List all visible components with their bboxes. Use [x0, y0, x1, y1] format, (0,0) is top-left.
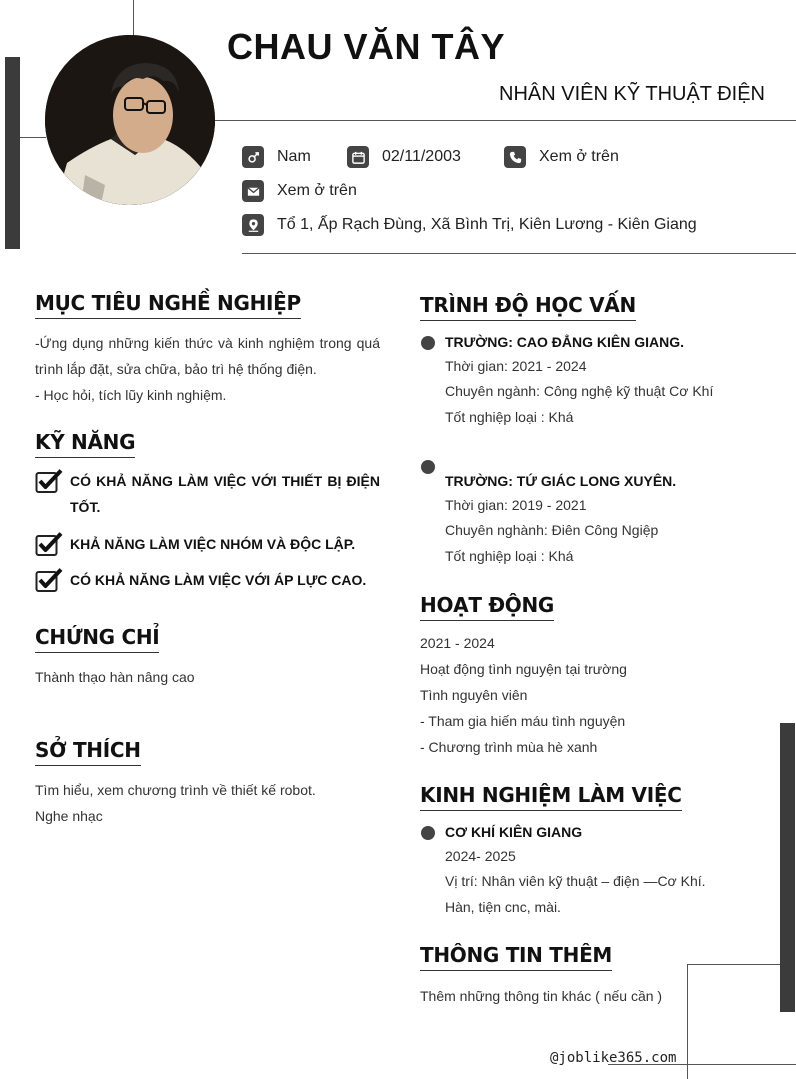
accent-bar-right: [780, 723, 795, 1012]
certificates-text: [35, 664, 195, 690]
contact-divider: [242, 253, 796, 254]
skill-item: [35, 531, 355, 557]
watermark[interactable]: @joblike365.com: [550, 1050, 677, 1066]
education-item-1: [445, 330, 713, 430]
extra-info-title: THÔNG TIN THÊM: [420, 943, 612, 971]
gender-item: [242, 146, 347, 168]
skill-text: KHẢ NĂNG LÀM VIỆC NHÓM VÀ ĐỘC LẬP.: [70, 536, 356, 552]
skill-item: [35, 468, 380, 520]
hobbies-text: [35, 777, 316, 829]
calendar-icon: [347, 146, 369, 168]
candidate-name: CHAU VĂN TÂY: [227, 26, 506, 67]
education-title: TRÌNH ĐỘ HỌC VẤN: [420, 293, 636, 321]
skill-text: CÓ KHẢ NĂNG LÀM VIỆC VỚI THIẾT BỊ ĐIỆN TỐT.: [70, 473, 380, 515]
checkbox-checked-icon: [35, 531, 63, 557]
certificate-item: Thành thạo hàn nâng cao: [35, 669, 195, 685]
phone-icon: [504, 146, 526, 168]
activity-line: Tình nguyên viên: [420, 687, 528, 703]
objective-title: MỤC TIÊU NGHỀ NGHIỆP: [35, 291, 301, 319]
hobby-item: Tìm hiểu, xem chương trình về thiết kế robot.: [35, 782, 316, 798]
location-pin-icon: [242, 214, 264, 236]
bullet-dot: [421, 826, 435, 840]
skills-title: KỸ NĂNG: [35, 430, 135, 458]
bullet-dot: [421, 460, 435, 474]
gender-icon: [242, 146, 264, 168]
school-name: TRƯỜNG: TỨ GIÁC LONG XUYÊN.: [445, 473, 677, 489]
birthday-value: 02/11/2003: [382, 148, 461, 165]
phone-value: Xem ở trên: [539, 148, 619, 165]
experience-position: Vị trí: Nhân viên kỹ thuật – điện —Cơ Khí.: [445, 873, 706, 889]
contact-row-2: [242, 180, 357, 202]
certificates-title: CHỨNG CHỈ: [35, 625, 159, 653]
experience-period: 2024- 2025: [445, 848, 516, 864]
checkbox-checked-icon: [35, 567, 63, 593]
school-grade: Tốt nghiệp loại : Khá: [445, 409, 574, 425]
experience-tasks: Hàn, tiện cnc, mài.: [445, 899, 561, 915]
activity-line: 2021 - 2024: [420, 635, 495, 651]
school-major: Chuyên ngành: Công nghệ kỹ thuật Cơ Khí: [445, 383, 714, 399]
frame-line-left: [20, 137, 46, 138]
email-icon: [242, 180, 264, 202]
address-value: Tổ 1, Ấp Rạch Đùng, Xã Bình Trị, Kiên Lương - Kiên Giang: [277, 216, 697, 233]
school-time: Thời gian: 2019 - 2021: [445, 497, 587, 513]
checkbox-checked-icon: [35, 468, 63, 494]
objective-paragraph: -Ứng dụng những kiến thức và kinh nghiệm trong quá trình lắp đặt, sửa chữa, bảo trì hệ thống điện.: [35, 335, 380, 377]
birthday-item: [347, 146, 504, 168]
education-item-2: [445, 469, 676, 569]
email-value: Xem ở trên: [277, 182, 357, 199]
hobby-item: Nghe nhạc: [35, 808, 103, 824]
frame-line-top: [133, 0, 134, 36]
profile-photo: [45, 35, 215, 205]
activity-line: - Chương trình mùa hè xanh: [420, 739, 598, 755]
phone-item: [504, 146, 619, 168]
activity-line: - Tham gia hiến máu tình nguyện: [420, 713, 626, 729]
frame-line-bottom-v: [687, 964, 688, 1079]
activity-line: Hoạt động tình nguyện tại trường: [420, 661, 627, 677]
contact-row-3: [242, 214, 697, 236]
extra-info-text: [420, 983, 662, 1009]
school-time: Thời gian: 2021 - 2024: [445, 358, 587, 374]
school-major: Chuyên nghành: Điên Công Ngiệp: [445, 522, 659, 538]
activities-title: HOẠT ĐỘNG: [420, 593, 554, 621]
objective-paragraph-2: - Học hỏi, tích lũy kinh nghiệm.: [35, 387, 227, 403]
avatar: [45, 35, 215, 205]
school-grade: Tốt nghiệp loại : Khá: [445, 548, 574, 564]
bullet-dot: [421, 336, 435, 350]
skill-text: CÓ KHẢ NĂNG LÀM VIỆC VỚI ÁP LỰC CAO.: [70, 572, 367, 588]
experience-item: [445, 820, 706, 920]
job-title: NHÂN VIÊN KỸ THUẬT ĐIỆN: [499, 83, 765, 105]
skill-item: [35, 567, 366, 593]
accent-bar-left: [5, 57, 20, 249]
activities-text: [420, 630, 627, 760]
gender-value: Nam: [277, 148, 311, 165]
school-name: TRƯỜNG: CAO ĐẲNG KIÊN GIANG.: [445, 334, 684, 350]
company-name: CƠ KHÍ KIÊN GIANG: [445, 824, 583, 840]
objective-text: [35, 330, 380, 408]
header-divider: [214, 120, 796, 121]
extra-info-line: Thêm những thông tin khác ( nếu cần ): [420, 988, 663, 1004]
address-item: [242, 214, 697, 236]
email-item: [242, 180, 357, 202]
hobbies-title: SỞ THÍCH: [35, 738, 141, 766]
experience-title: KINH NGHIỆM LÀM VIỆC: [420, 783, 682, 811]
contact-row-1: [242, 146, 619, 168]
frame-line-bottom-right: [687, 964, 780, 965]
